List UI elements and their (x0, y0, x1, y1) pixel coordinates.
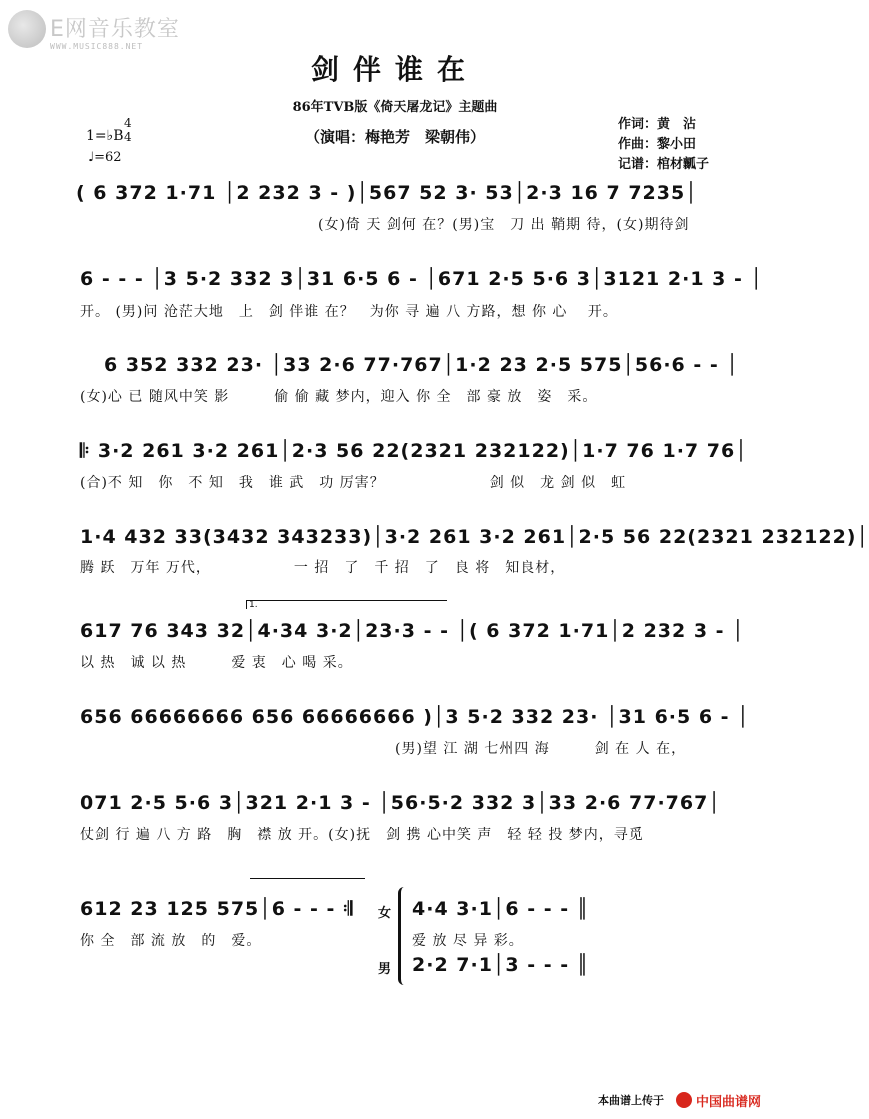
male-notation: 2·2 7·1│3 - - - ║ (412, 954, 590, 976)
lyric-row: (女)倚 天 剑何 在？(男)宝 刀 出 鞘期 待，(女)期待剑 (318, 217, 690, 233)
female-lyrics: 爱 放 尽 异 彩。 (412, 933, 524, 949)
lyric-row: 以 热 诚 以 热 爱 衷 心 喝 采。 (80, 655, 353, 671)
song-subtitle: 86年TVB版《倚天屠龙记》主题曲 (292, 100, 498, 115)
system-brace (398, 887, 409, 985)
composer-credit: 作曲：黎小田 (618, 137, 697, 152)
lyric-row: (男)望 江 湖 七州四 海 剑 在 人 在， (395, 741, 687, 757)
time-signature (124, 116, 132, 144)
notation-row: 617 76 343 32│4·34 3·2│23·3 - - │( 6 372 1·71│2 232 3 - │ (80, 620, 745, 642)
volta-number: 1. (249, 600, 258, 610)
notation-row: 071 2·5 5·6 3│321 2·1 3 - │56·5·2 332 3│33 2·6 77·767│ (80, 792, 721, 814)
music-note-icon (8, 10, 46, 48)
lyric-row: (女)心 已 随风中笑 影 偷 偷 藏 梦内，迎入 你 全 部 豪 放 姿 采。 (80, 389, 598, 405)
notation-row: 6 - - - │3 5·2 332 3│31 6·5 6 - │671 2·5 5·6 3│3121 2·1 3 - │ (80, 268, 763, 290)
male-part-label: 男 (378, 962, 392, 977)
lyricist-credit: 作词：黄 沾 (618, 117, 697, 132)
site-name: 中国曲谱网 (696, 1095, 762, 1110)
key-signature: 1=♭B (86, 128, 124, 144)
notation-row: 1·4 432 33(3432 343233)│3·2 261 3·2 261│2·5 56 22(2321 232122)│ (80, 526, 869, 548)
notation-row: 𝄆 3·2 261 3·2 261│2·3 56 22(2321 232122)│1·7 76 1·7 76│ (80, 440, 748, 462)
tempo-marking: ♩=62 (88, 150, 122, 165)
song-title: 剑伴谁在 (310, 53, 479, 86)
transcriber-credit: 记谱：棺材瓤子 (618, 157, 710, 172)
lyric-row: 腾 跃 万年 万代， 一 招 了 千 招 了 良 将 知良材， (80, 560, 566, 576)
female-part-label: 女 (378, 906, 392, 921)
upload-note: 本曲谱上传于 (598, 1094, 664, 1107)
watermark-url: WWW.MUSIC888.NET (50, 42, 144, 51)
site-logo-icon (676, 1092, 692, 1108)
time-top: 4 (124, 116, 132, 130)
first-ending-bracket (246, 600, 447, 609)
notation-row: 6 352 332 23· │33 2·6 77·767│1·2 23 2·5 575│56·6 - - │ (104, 354, 739, 376)
watermark-name: E网音乐教室 (50, 17, 180, 42)
notation-row: ( 6 372 1·71 │2 232 3 - )│567 52 3· 53│2·3 16 7 7235│ (76, 182, 698, 204)
lyric-row: 你 全 部 流 放 的 爱。 (80, 933, 262, 949)
lyric-row: 开。 (男)问 沧茫大地 上 剑 伴谁 在？ 为你 寻 遍 八 方路，想 你 心 开。 (80, 304, 618, 320)
site-logo (676, 1090, 786, 1110)
time-bottom: 4 (124, 130, 132, 144)
notation-row: 656 66666666 656 66666666 )│3 5·2 332 23· │31 6·5 6 - │ (80, 706, 750, 728)
lyric-row: (合)不 知 你 不 知 我 谁 武 功 厉害？ 剑 似 龙 剑 似 虹 (80, 475, 627, 491)
female-notation: 4·4 3·1│6 - - - ║ (412, 898, 590, 920)
lyric-row: 仗剑 行 遍 八 方 路 胸 襟 放 开。(女)抚 剑 携 心中笑 声 轻 轻 投 梦内，寻觅 (80, 827, 644, 843)
singers: （演唱：梅艳芳 梁朝伟） (304, 128, 485, 146)
notation-row: 612 23 125 575│6 - - - 𝄇 (80, 898, 354, 920)
repeat-ending-line (250, 878, 365, 879)
